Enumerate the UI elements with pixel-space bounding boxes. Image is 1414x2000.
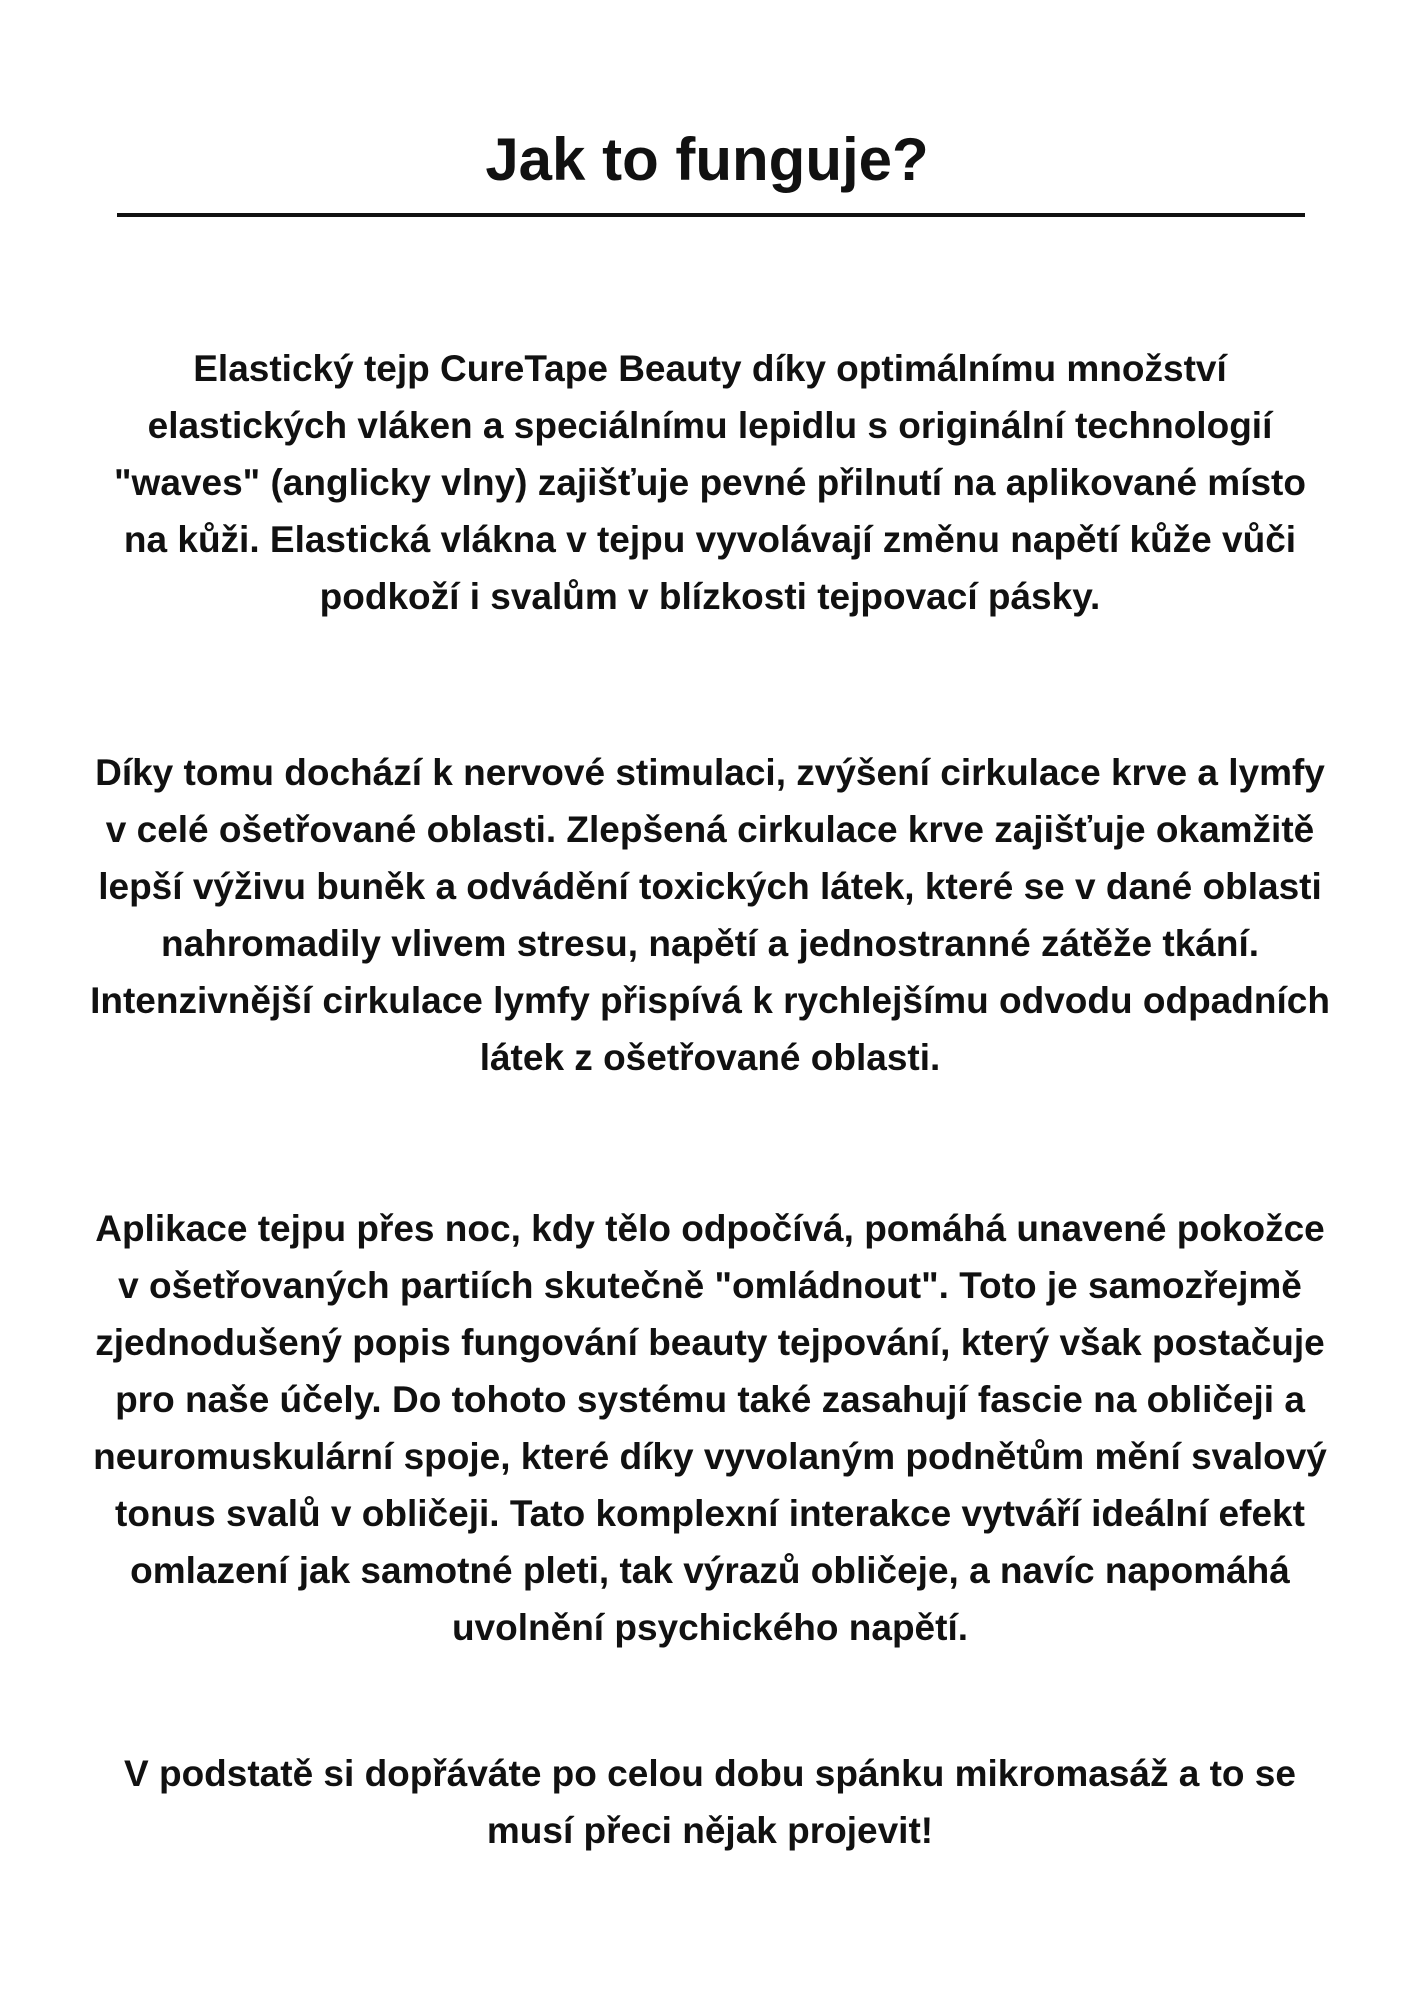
paragraph-overnight-application: Aplikace tejpu přes noc, kdy tělo odpočívá, pomáhá unavené pokožce v ošetřovaných partiích skutečně "omládnout". Toto je samozřejmě zjednodušený popis fungování beauty tejpování, který však postačuje pro naše účely. Do tohoto systému také zasahují fascie na obličeji a neuromuskulární spoje, které díky vyvolaným podnětům mění svalový tonus svalů v obličeji. Tato komplexní interakce vytváří ideální efekt omlazení jak samotné pleti, tak výrazů obličeje, a navíc napomáhá uvolnění psychického napětí. [93, 1208, 1327, 1648]
paragraph-intro: Elastický tejp CureTape Beauty díky optimálnímu množství elastických vláken a speciálnímu lepidlu s originální technologií "waves" (anglicky vlny) zajišťuje pevné přilnutí na aplikované místo na kůži. Elastická vlákna v tejpu vyvolávají změnu napětí kůže vůči podkoží i svalům v blízkosti tejpovací pásky. [114, 348, 1306, 617]
paragraph-circulation: Díky tomu dochází k nervové stimulaci, zvýšení cirkulace krve a lymfy v celé ošetřované oblasti. Zlepšená cirkulace krve zajišťuje okamžitě lepší výživu buněk a odvádění toxických látek, které se v dané oblasti nahromadily vlivem stresu, napětí a jednostranné zátěže tkání. Intenzivnější cirkulace lymfy přispívá k rychlejšímu odvodu odpadních látek z ošetřované oblasti. [90, 752, 1330, 1078]
title-divider [117, 213, 1305, 217]
paragraph-conclusion: V podstatě si dopřáváte po celou dobu spánku mikromasáž a to se musí přeci nějak projevit! [124, 1753, 1296, 1851]
page-title: Jak to funguje? [485, 126, 929, 193]
